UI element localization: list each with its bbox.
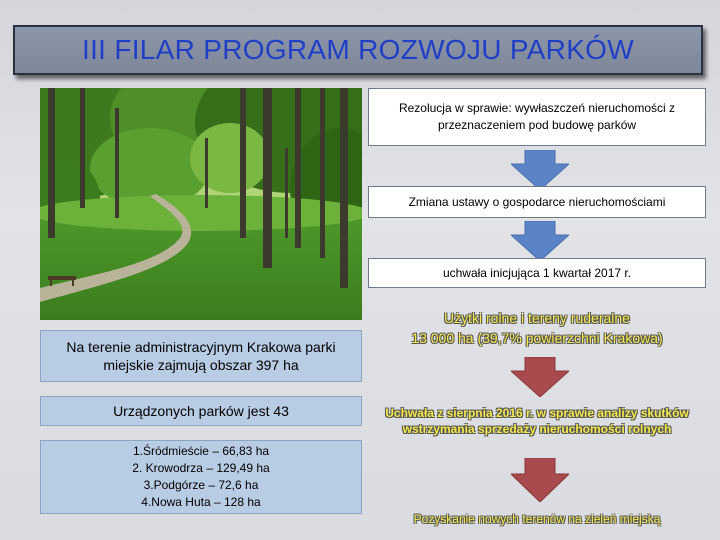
land-use-line: Użytki rolne i tereny ruderalne bbox=[444, 310, 630, 326]
area-info-box bbox=[40, 330, 362, 382]
acquisition-label: Pozyskanie nowych terenów na zieleń miejską bbox=[413, 512, 661, 526]
august-resolution-label: Uchwała z sierpnia 2016 r. w sprawie analizy skutków wstrzymania sprzedaży nieruchomości rolnych bbox=[385, 406, 689, 436]
initiating-resolution-text: uchwała inicjująca 1 kwartał 2017 r. bbox=[442, 266, 632, 280]
acquisition-text bbox=[368, 510, 706, 528]
land-use-text bbox=[368, 308, 706, 348]
resolution-text: Rezolucja w sprawie: wywłaszczeń nieruchomości z przeznaczeniem pod budowę parków bbox=[398, 101, 676, 132]
page-title: III FILAR PROGRAM ROZWOJU PARKÓW bbox=[82, 34, 634, 65]
district-item: 1.Śródmieście – 66,83 ha bbox=[132, 444, 270, 458]
resolution-box bbox=[368, 88, 706, 146]
district-item: 2. Krowodrza – 129,49 ha bbox=[132, 461, 270, 475]
district-item: 3.Podgórze – 72,6 ha bbox=[143, 478, 259, 492]
act-amendment-text: Zmiana ustawy o gospodarce nieruchomościami bbox=[408, 195, 666, 209]
act-amendment-box bbox=[368, 186, 706, 218]
land-use-line: 13 000 ha (39,7% powierzchni Krakowa) bbox=[411, 330, 663, 346]
park-photo bbox=[40, 88, 362, 320]
parks-count-box bbox=[40, 396, 362, 426]
parks-count-text: Urządzonych parków jest 43 bbox=[113, 403, 289, 419]
title-bar bbox=[13, 25, 703, 75]
down-arrow-icon bbox=[511, 221, 569, 261]
initiating-resolution-box bbox=[368, 258, 706, 288]
down-arrow-icon bbox=[511, 150, 569, 190]
down-arrow-icon bbox=[511, 458, 569, 502]
district-item: 4.Nowa Huta – 128 ha bbox=[141, 495, 261, 509]
down-arrow-icon bbox=[511, 357, 569, 397]
area-info-text: Na terenie administracyjnym Krakowa parki miejskie zajmują obszar 397 ha bbox=[66, 339, 336, 373]
august-resolution-text bbox=[372, 405, 702, 437]
districts-box bbox=[40, 440, 362, 514]
